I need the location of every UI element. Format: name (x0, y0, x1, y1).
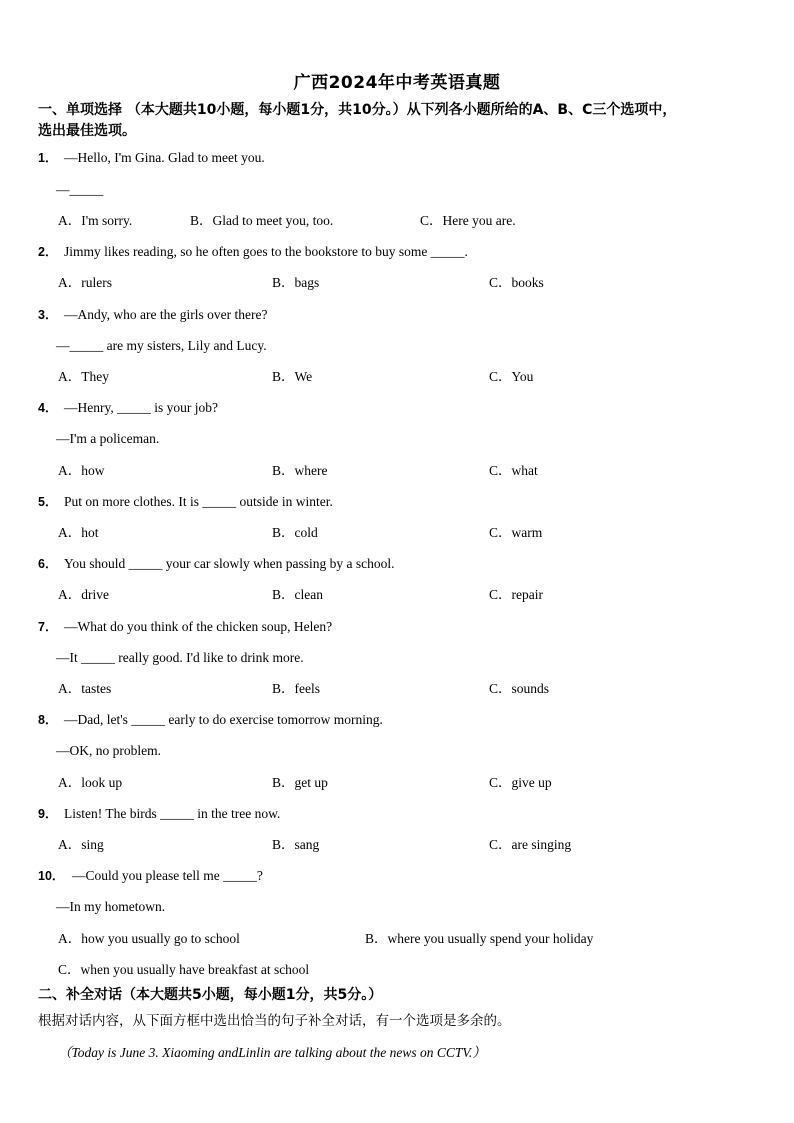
question-number: 3． (38, 308, 58, 322)
section-two-instruction: 根据对话内容，从下面方框中选出恰当的句子补全对话，有一个选项是多余的。 (38, 1013, 511, 1029)
question-number: 2． (38, 245, 58, 259)
question-7-line-2: —It _____ really good. I'd like to drink more. (56, 650, 304, 665)
question-2-stem (38, 243, 468, 261)
section-one-heading-line1: 一、单项选择 （本大题共10小题，每小题1分，共10分。）从下列各小题所给的A、B、C三个选项中， (38, 102, 677, 118)
question-3-stem (38, 306, 267, 324)
section-two-heading: 二、补全对话（本大题共5小题，每小题1分，共5分。） (38, 987, 383, 1003)
question-number: 7． (38, 620, 58, 634)
question-2-option-c[interactable]: C．books (489, 275, 544, 290)
question-8-option-a[interactable]: A．look up (58, 775, 123, 790)
question-1-option-a[interactable]: A．I'm sorry. (58, 213, 133, 228)
question-2-option-b[interactable]: B．bags (272, 275, 320, 290)
question-9-option-c[interactable]: C．are singing (489, 837, 572, 852)
question-5-option-c[interactable]: C．warm (489, 525, 543, 540)
question-1-option-c[interactable]: C．Here you are. (420, 213, 516, 228)
question-9-option-a[interactable]: A．sing (58, 837, 104, 852)
question-4-stem (38, 399, 218, 417)
question-10-stem (38, 867, 263, 885)
question-5-stem (38, 493, 333, 511)
question-10-option-b[interactable]: B．where you usually spend your holiday (365, 931, 594, 946)
section-one-heading (38, 100, 760, 142)
question-1-line-2: —_____ (56, 182, 104, 197)
question-number: 8． (38, 713, 58, 727)
question-6-stem (38, 555, 395, 573)
question-text: Jimmy likes reading, so he often goes to the bookstore to buy some _____. (64, 244, 468, 259)
question-6-option-b[interactable]: B．clean (272, 587, 323, 602)
question-10-option-a[interactable]: A．how you usually go to school (58, 931, 240, 946)
question-3-option-a[interactable]: A．They (58, 369, 109, 384)
question-7-stem (38, 618, 332, 636)
question-3-option-b[interactable]: B．We (272, 369, 313, 384)
question-text: —Henry, _____ is your job? (64, 400, 218, 415)
question-number: 6． (38, 557, 58, 571)
question-5-option-a[interactable]: A．hot (58, 525, 99, 540)
page-title: 广西2024年中考英语真题 (293, 73, 501, 93)
section-two-context: （Today is June 3. Xiaoming andLinlin are talking about the news on CCTV.） (58, 1045, 486, 1060)
question-3-line-2: —_____ are my sisters, Lily and Lucy. (56, 338, 267, 353)
question-7-option-b[interactable]: B．feels (272, 681, 320, 696)
question-text: You should _____ your car slowly when passing by a school. (64, 556, 395, 571)
question-number: 5． (38, 495, 58, 509)
question-number: 4． (38, 401, 58, 415)
section-one-heading-line2: 选出最佳选项。 (38, 123, 136, 139)
question-text: —Hello, I'm Gina. Glad to meet you. (64, 150, 265, 165)
question-text: —Andy, who are the girls over there? (64, 307, 268, 322)
question-number: 10． (38, 869, 65, 883)
question-2-option-a[interactable]: A．rulers (58, 275, 112, 290)
question-8-line-2: —OK, no problem. (56, 743, 161, 758)
question-6-option-a[interactable]: A．drive (58, 587, 109, 602)
question-3-option-c[interactable]: C．You (489, 369, 534, 384)
question-8-stem (38, 711, 383, 729)
question-10-option-c[interactable]: C．when you usually have breakfast at school (58, 962, 310, 977)
question-5-option-b[interactable]: B．cold (272, 525, 318, 540)
question-9-option-b[interactable]: B．sang (272, 837, 320, 852)
question-8-option-c[interactable]: C．give up (489, 775, 552, 790)
question-4-option-b[interactable]: B．where (272, 463, 328, 478)
question-number: 9． (38, 807, 58, 821)
question-1-stem (38, 149, 265, 167)
question-6-option-c[interactable]: C．repair (489, 587, 543, 602)
question-text: —Dad, let's _____ early to do exercise tomorrow morning. (64, 712, 383, 727)
question-text: Listen! The birds _____ in the tree now. (64, 806, 281, 821)
question-1-option-b[interactable]: B．Glad to meet you, too. (190, 213, 334, 228)
question-4-line-2: —I'm a policeman. (56, 431, 160, 446)
question-text: —What do you think of the chicken soup, Helen? (64, 619, 333, 634)
question-4-option-c[interactable]: C．what (489, 463, 538, 478)
question-text: —Could you please tell me _____? (72, 868, 263, 883)
question-7-option-c[interactable]: C．sounds (489, 681, 550, 696)
question-number: 1． (38, 151, 58, 165)
question-4-option-a[interactable]: A．how (58, 463, 105, 478)
question-8-option-b[interactable]: B．get up (272, 775, 328, 790)
question-9-stem (38, 805, 280, 823)
question-10-line-2: —In my hometown. (56, 899, 166, 914)
question-text: Put on more clothes. It is _____ outside in winter. (64, 494, 333, 509)
question-7-option-a[interactable]: A．tastes (58, 681, 112, 696)
